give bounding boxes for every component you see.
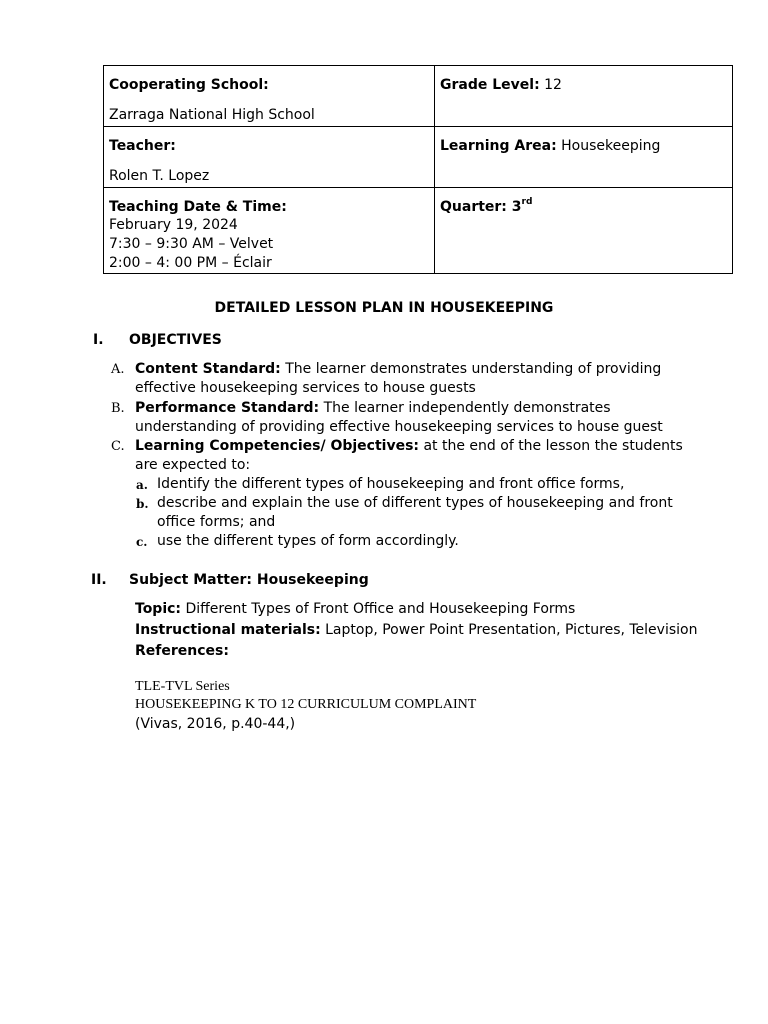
performance-standard-text-cont: understanding of providing effective housekeeping services to house guest — [135, 419, 663, 435]
performance-standard-label: Performance Standard: — [135, 400, 320, 416]
date-value: February 19, 2024 — [109, 217, 238, 233]
learning-competencies-label: Learning Competencies/ Objectives: — [135, 438, 420, 454]
list-item — [157, 494, 757, 532]
materials-value: Laptop, Power Point Presentation, Pictures, Television — [320, 622, 698, 638]
topic-label: Topic: — [135, 601, 182, 617]
references-label: References: — [135, 643, 229, 659]
learning-area-cell — [435, 127, 733, 188]
performance-standard-text: The learner independently demonstrates — [319, 400, 611, 416]
date-time-label: Teaching Date & Time: — [109, 199, 287, 215]
performance-standard — [135, 399, 755, 437]
section-number: I. — [93, 332, 104, 348]
reference-line: (Vivas, 2016, p.40-44,) — [135, 716, 296, 732]
time-slot-1: 7:30 – 9:30 AM – Velvet — [109, 236, 274, 252]
topic-value: Different Types of Front Office and Housekeeping Forms — [181, 601, 576, 617]
item-letter: A. — [111, 362, 125, 377]
quarter-superscript: rd — [521, 197, 533, 208]
learning-competencies-text: at the end of the lesson the students — [419, 438, 683, 454]
table-row — [104, 127, 733, 188]
learning-competencies-text-cont: are expected to: — [135, 457, 251, 473]
quarter-label: Quarter: 3 — [440, 199, 522, 215]
school-cell — [104, 66, 435, 127]
grade-label: Grade Level: — [440, 77, 540, 93]
content-standard-text-cont: effective housekeeping services to house guests — [135, 380, 476, 396]
content-standard — [135, 360, 735, 398]
sub-item-letter: c. — [136, 535, 148, 549]
table-row — [104, 188, 733, 274]
school-value: Zarraga National High School — [109, 107, 315, 123]
list-item-line: office forms; and — [157, 514, 276, 530]
lesson-info-table — [103, 65, 733, 274]
reference-line: HOUSEKEEPING K TO 12 CURRICULUM COMPLAINT — [135, 697, 477, 712]
section-number: II. — [91, 572, 107, 588]
list-item: Identify the different types of housekeeping and front office forms, — [157, 476, 625, 492]
list-item: use the different types of form accordingly. — [157, 533, 459, 549]
teacher-label: Teacher: — [109, 138, 176, 154]
content-standard-label: Content Standard: — [135, 361, 281, 377]
sub-item-letter: b. — [136, 497, 149, 511]
content-standard-text: The learner demonstrates understanding of providing — [280, 361, 662, 377]
school-label: Cooperating School: — [109, 77, 269, 93]
learning-area-value: Housekeeping — [561, 138, 661, 154]
quarter-cell — [435, 188, 733, 274]
learning-area-label: Learning Area: — [440, 138, 557, 154]
item-letter: C. — [111, 439, 125, 454]
item-letter: B. — [111, 401, 125, 416]
grade-value: 12 — [544, 77, 562, 93]
teacher-value: Rolen T. Lopez — [109, 168, 210, 184]
teacher-cell — [104, 127, 435, 188]
list-item-line: describe and explain the use of different types of housekeeping and front — [157, 495, 673, 511]
date-time-cell — [104, 188, 435, 274]
learning-competencies — [135, 437, 755, 475]
table-row — [104, 66, 733, 127]
section-heading: Subject Matter: Housekeeping — [129, 572, 369, 588]
reference-line: TLE-TVL Series — [135, 679, 230, 694]
grade-cell — [435, 66, 733, 127]
materials-line — [135, 621, 765, 640]
sub-item-letter: a. — [136, 478, 148, 492]
materials-label: Instructional materials: — [135, 622, 321, 638]
document-title: DETAILED LESSON PLAN IN HOUSEKEEPING — [214, 300, 554, 316]
section-heading: OBJECTIVES — [129, 332, 222, 348]
time-slot-2: 2:00 – 4: 00 PM – Éclair — [109, 255, 272, 271]
topic-line — [135, 600, 755, 619]
